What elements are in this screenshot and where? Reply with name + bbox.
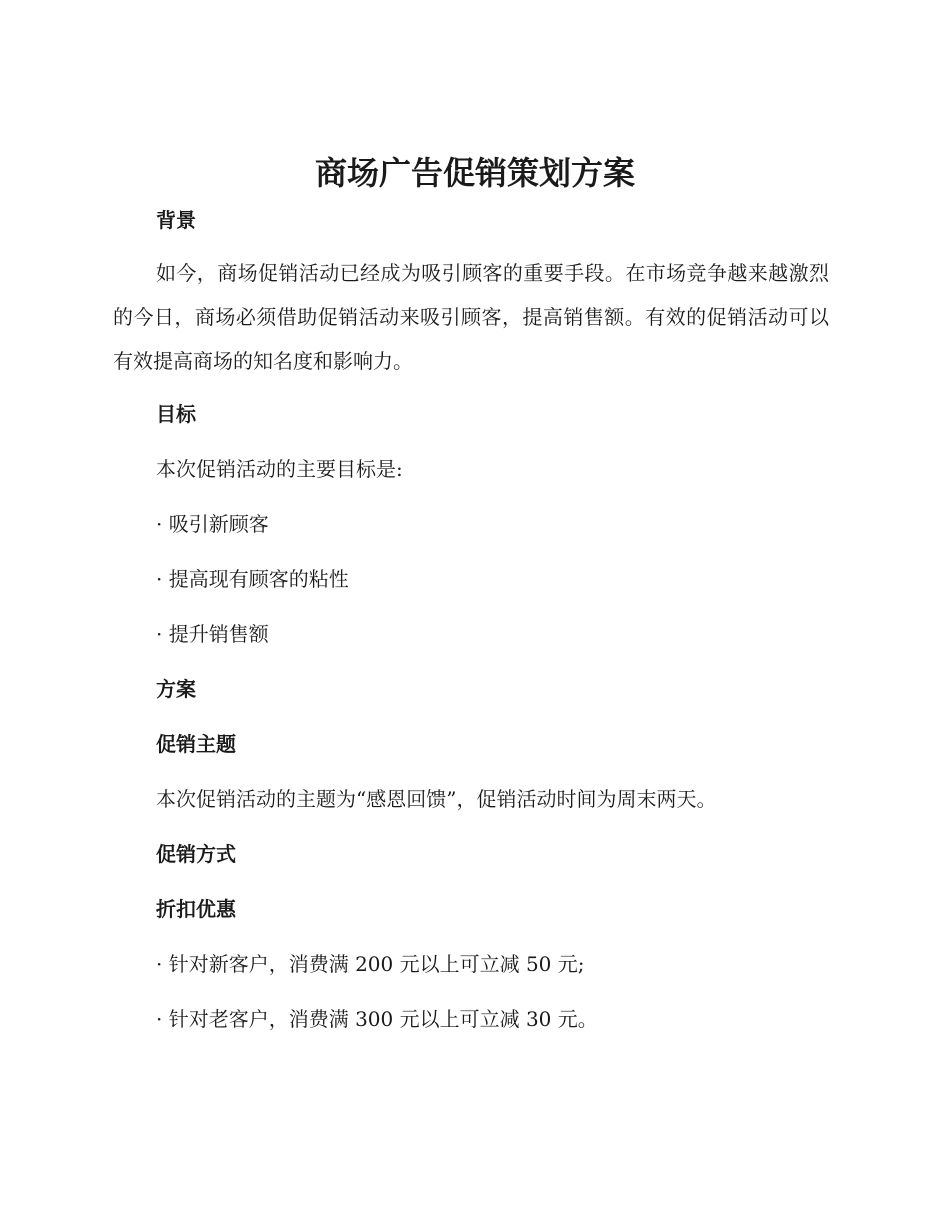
section-heading-background: 背景 [156,208,196,232]
theme-paragraph: 本次促销活动的主题为“感恩回馈”，促销活动时间为周末两天。 [156,787,717,811]
section-heading-theme: 促销主题 [156,732,236,756]
goal-intro: 本次促销活动的主要目标是: [156,457,403,481]
discount-item: · 针对新客户，消费满 200 元以上可立减 50 元; [156,952,585,976]
section-heading-discount: 折扣优惠 [156,897,236,921]
document-title: 商场广告促销策划方案 [314,154,635,192]
goal-item: · 吸引新顾客 [156,512,269,536]
background-paragraph: 如今，商场促销活动已经成为吸引顾客的重要手段。在市场竞争越来越激烈的今日，商场必须借助促销活动来吸引顾客，提高销售额。有效的促销活动可以有效提高商场的知名度和影响力。 [113,261,829,373]
section-heading-method: 促销方式 [156,842,236,866]
discount-item: · 针对老客户，消费满 300 元以上可立减 30 元。 [156,1007,598,1031]
section-heading-plan: 方案 [156,677,196,701]
goal-item: · 提升销售额 [156,622,269,646]
goal-item: · 提高现有顾客的粘性 [156,567,349,591]
section-heading-goal: 目标 [156,402,196,426]
